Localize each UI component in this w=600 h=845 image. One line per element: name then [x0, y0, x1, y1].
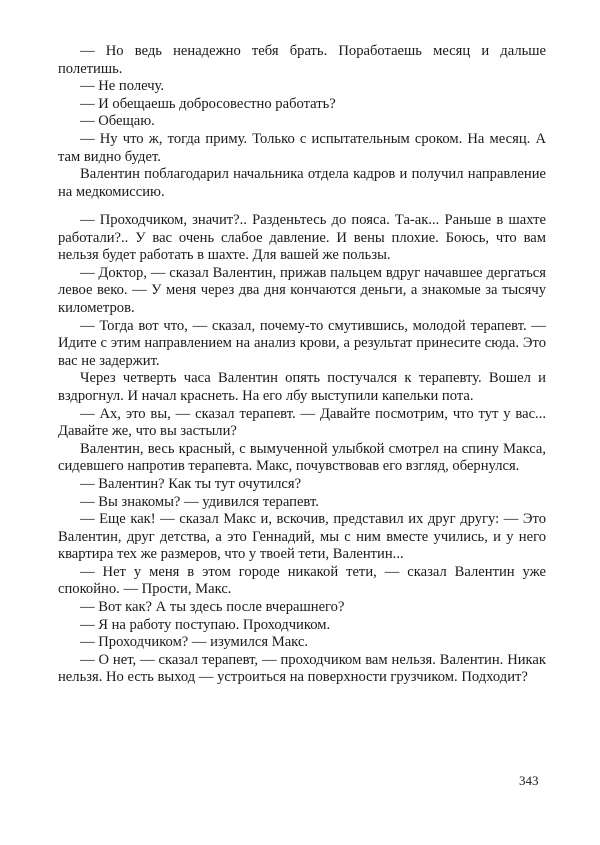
paragraph: — Еще как! — сказал Макс и, вскочив, представил их друг другу: — Это Валентин, друг детства, а это Геннадий, мы с ним вместе учились, и у него квартира тех же размеров, что у твоей тети, Валентин...	[58, 511, 546, 563]
paragraph: — Я на работу поступаю. Проходчиком.	[80, 616, 331, 633]
paragraph: — Вот как? А ты здесь после вчерашнего?	[80, 599, 345, 616]
paragraph: — Обещаю.	[80, 113, 155, 130]
paragraph: Валентин поблагодарил начальника отдела кадров и получил направление на медкомиссию.	[58, 166, 546, 200]
paragraph: — Валентин? Как ты тут очутился?	[80, 475, 302, 492]
paragraph: — Проходчиком, значит?.. Разденьтесь до пояса. Та-ак... Раньше в шахте работали?.. У вас очень слабое давление. И вены плохие. Боюсь, что вам нельзя будет работать в шахте. Для вашей же пользы.	[58, 212, 546, 264]
paragraph: — Не полечу.	[80, 78, 165, 95]
paragraph: — Доктор, — сказал Валентин, прижав пальцем вдруг начавшее дергаться левое веко. — У меня через два дня кончаются деньги, а знакомые за тысячу километров.	[58, 264, 546, 316]
paragraph: — Проходчиком? — изумился Макс.	[80, 634, 309, 651]
paragraph: — Вы знакомы? — удивился терапевт.	[80, 493, 319, 510]
paragraph: — Нет у меня в этом городе никакой тети, — сказал Валентин уже спокойно. — Прости, Макс.	[58, 563, 546, 598]
paragraph: — Но ведь ненадежно тебя брать. Поработаешь месяц и дальше полетишь.	[58, 43, 546, 77]
paragraph: — И обещаешь добросовестно работать?	[80, 95, 336, 112]
paragraph: — О нет, — сказал терапевт, — проходчиком вам нельзя. Валентин. Никак нельзя. Но есть выход — устроиться на поверхности грузчиком. Подходит?	[58, 651, 546, 686]
dialogue-section-medical	[58, 212, 546, 687]
paragraph: Через четверть часа Валентин опять постучался к терапевту. Вошел и вздрогнул. И начал краснеть. На его лбу выступили капельки пота.	[58, 370, 546, 404]
page-number: 343	[519, 773, 539, 788]
paragraph: — Ну что ж, тогда приму. Только с испытательным сроком. На месяц. А там видно будет.	[58, 130, 546, 165]
paragraph: — Ах, это вы, — сказал терапевт. — Давайте посмотрим, что тут у вас... Давайте же, что вы застыли?	[58, 405, 546, 440]
paragraph: Валентин, весь красный, с вымученной улыбкой смотрел на спину Макса, сидевшего напротив терапевта. Макс, почувствовав его взгляд, обернулся.	[58, 440, 546, 475]
paragraph: — Тогда вот что, — сказал, почему-то смутившись, молодой терапевт. — Идите с этим направлением на анализ крови, а результат принесите сюда. Это вас не задержит.	[58, 317, 546, 369]
dialogue-section-hiring	[58, 43, 546, 201]
